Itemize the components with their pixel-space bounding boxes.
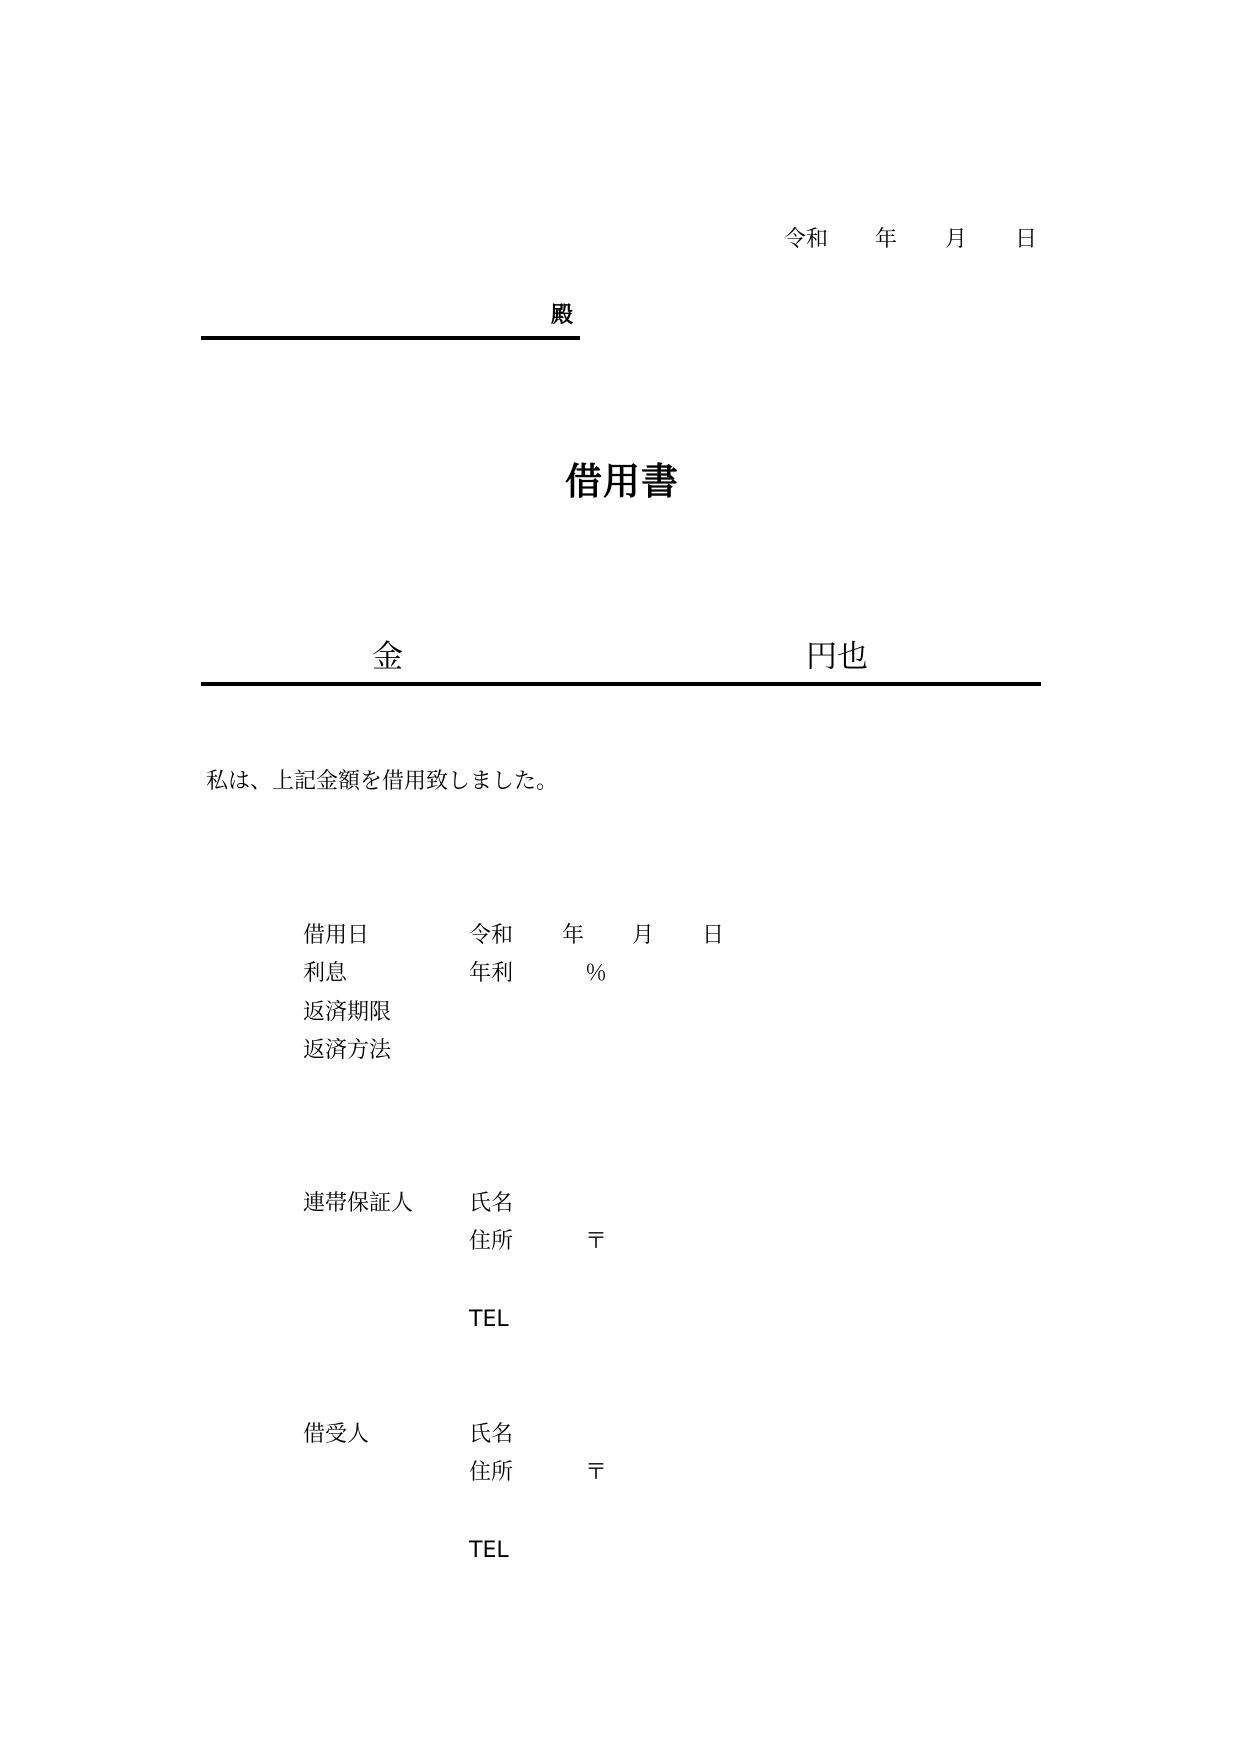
date-era: 令和 [784, 227, 829, 252]
amount-prefix: 金 [372, 639, 403, 675]
date-month-label: 月 [945, 227, 968, 252]
guarantor-postal-mark: 〒 [585, 1229, 608, 1254]
repayment-method-label: 返済方法 [303, 1038, 392, 1063]
loan-date-year-label: 年 [562, 923, 585, 948]
borrower-name-label: 氏名 [469, 1422, 514, 1447]
date-day-label: 日 [1015, 227, 1038, 252]
loan-date-month-label: 月 [632, 923, 655, 948]
interest-percent-unit: ％ [585, 961, 608, 986]
guarantor-address-label: 住所 [469, 1229, 514, 1254]
guarantor-label: 連帯保証人 [303, 1191, 414, 1216]
guarantor-name-label: 氏名 [469, 1191, 514, 1216]
document-title: 借用書 [565, 460, 679, 503]
amount-suffix: 円也 [806, 639, 868, 675]
borrower-label: 借受人 [303, 1422, 370, 1447]
borrower-tel-label: TEL [469, 1538, 509, 1563]
addressee-underline [201, 336, 580, 340]
amount-underline [201, 682, 1041, 686]
addressee-honorific: 殿 [551, 303, 574, 328]
interest-prefix: 年利 [469, 961, 514, 986]
borrower-postal-mark: 〒 [585, 1460, 608, 1485]
due-date-label: 返済期限 [303, 1000, 392, 1025]
guarantor-tel-label: TEL [469, 1307, 509, 1332]
date-year-label: 年 [875, 227, 898, 252]
borrower-address-label: 住所 [469, 1460, 514, 1485]
loan-date-label: 借用日 [303, 923, 370, 948]
interest-label: 利息 [303, 961, 348, 986]
loan-date-era: 令和 [469, 923, 514, 948]
loan-date-day-label: 日 [702, 923, 725, 948]
statement-text: 私は、上記金額を借用致しました。 [206, 769, 559, 794]
